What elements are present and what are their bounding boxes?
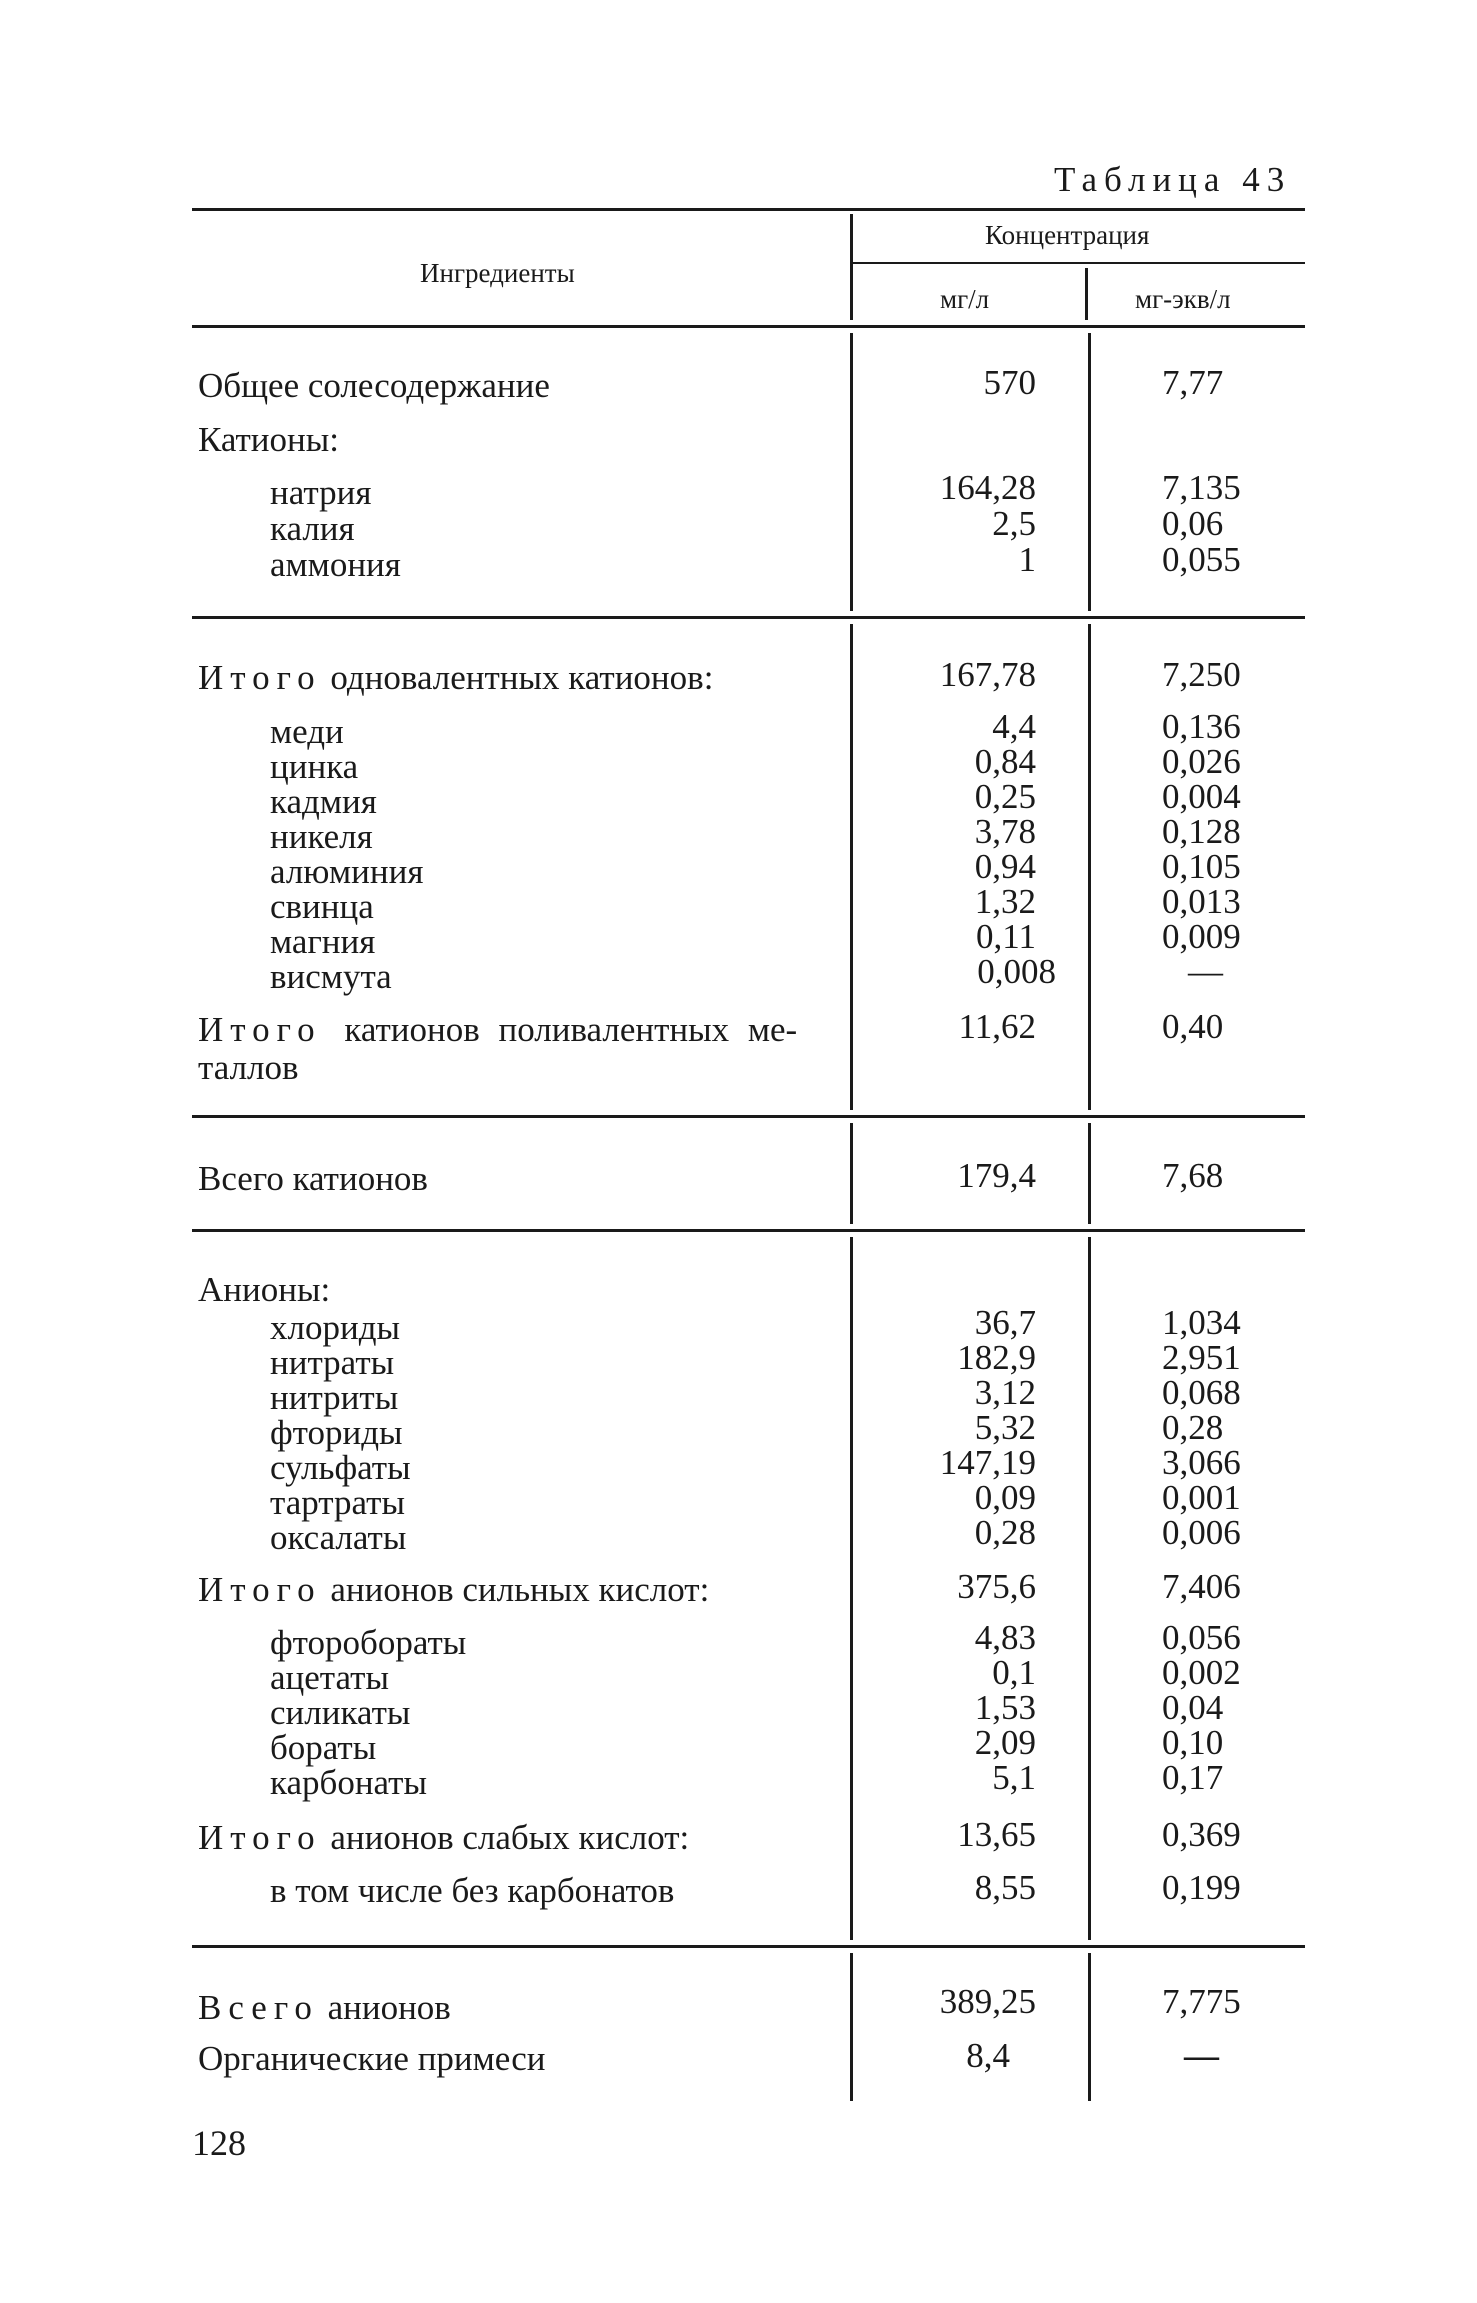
row-oxalates-mg: 0,28 bbox=[974, 1513, 1036, 1552]
row-aluminium-mg: 0,94 bbox=[974, 847, 1036, 886]
row-mono-total-prefix: Итого bbox=[198, 658, 322, 697]
header-bottom-rule bbox=[192, 325, 1305, 328]
row-cadmium-eq: 0,004 bbox=[1162, 777, 1241, 816]
row-weak-total-text: анионов слабых кислот: bbox=[321, 1818, 690, 1857]
page-number: 128 bbox=[192, 2123, 246, 2163]
row-lead-name: свинца bbox=[270, 887, 374, 926]
row-mono-total-mg: 167,78 bbox=[939, 655, 1036, 694]
header-ingredients: Ингредиенты bbox=[420, 258, 575, 288]
row-acetates-mg: 0,1 bbox=[992, 1653, 1036, 1692]
header-mg-per-l: мг/л bbox=[940, 284, 990, 314]
row-bismuth-eq: — bbox=[1188, 952, 1223, 991]
column-rule-2-seg3 bbox=[1088, 1123, 1091, 1224]
column-rule-1-seg3 bbox=[850, 1123, 853, 1224]
row-bismuth-name: висмута bbox=[270, 957, 392, 996]
row-organic-name: Органические примеси bbox=[198, 2039, 546, 2078]
row-magnesium-eq: 0,009 bbox=[1162, 917, 1241, 956]
row-chlorides-eq: 1,034 bbox=[1162, 1303, 1241, 1342]
row-organic-eq: — bbox=[1184, 2036, 1219, 2075]
row-silicates-mg: 1,53 bbox=[974, 1688, 1036, 1727]
row-fluorides-mg: 5,32 bbox=[974, 1408, 1036, 1447]
row-borates-mg: 2,09 bbox=[974, 1723, 1036, 1762]
row-magnesium-mg: 0,11 bbox=[976, 917, 1036, 956]
row-copper-eq: 0,136 bbox=[1162, 707, 1241, 746]
row-strong-total-name bbox=[198, 1572, 709, 1607]
row-acetates-eq: 0,002 bbox=[1162, 1653, 1241, 1692]
row-potassium-name: калия bbox=[270, 509, 355, 548]
row-nitrates-mg: 182,9 bbox=[957, 1338, 1036, 1377]
column-rule-1-seg5 bbox=[850, 1953, 853, 2101]
row-total-salt-mg: 570 bbox=[983, 363, 1036, 402]
row-strong-total-text: анионов сильных кислот: bbox=[321, 1570, 710, 1609]
row-all-anions-prefix: Всего bbox=[198, 1988, 319, 2027]
row-cadmium-mg: 0,25 bbox=[974, 777, 1036, 816]
row-weak-total-prefix: Итого bbox=[198, 1818, 322, 1857]
table-label: Таблица 43 bbox=[1054, 160, 1292, 199]
row-sodium-eq: 7,135 bbox=[1162, 468, 1241, 507]
column-rule-1-seg4 bbox=[850, 1237, 853, 1940]
row-mono-total-name bbox=[198, 660, 713, 695]
row-poly-total-mg: 11,62 bbox=[958, 1007, 1036, 1046]
row-borates-eq: 0,10 bbox=[1162, 1723, 1224, 1762]
row-all-cations-name: Всего катионов bbox=[198, 1159, 428, 1198]
header-sub-rule bbox=[850, 262, 1305, 264]
row-all-anions-eq: 7,775 bbox=[1162, 1982, 1241, 2021]
anions-label: Анионы: bbox=[198, 1270, 331, 1309]
row-weak-total-mg: 13,65 bbox=[957, 1815, 1036, 1854]
row-zinc-name: цинка bbox=[270, 747, 359, 786]
section-rule-4 bbox=[192, 1945, 1305, 1948]
row-aluminium-name: алюминия bbox=[270, 852, 424, 891]
row-potassium-eq: 0,06 bbox=[1162, 504, 1224, 543]
table-top-rule bbox=[192, 208, 1305, 211]
row-bismuth-mg: 0,008 bbox=[977, 952, 1056, 991]
row-carbonates-name: карбонаты bbox=[270, 1763, 427, 1802]
row-sulfates-mg: 147,19 bbox=[939, 1443, 1036, 1482]
header-concentration: Концентрация bbox=[985, 220, 1150, 250]
row-without-carbonates-eq: 0,199 bbox=[1162, 1868, 1241, 1907]
column-rule-2-seg2 bbox=[1088, 624, 1091, 1110]
row-silicates-eq: 0,04 bbox=[1162, 1688, 1224, 1727]
column-rule-1-header bbox=[850, 214, 853, 320]
row-poly-total-line1 bbox=[198, 1012, 797, 1047]
row-mono-total-text: одновалентных катионов: bbox=[321, 658, 714, 697]
row-silicates-name: силикаты bbox=[270, 1693, 411, 1732]
row-nickel-mg: 3,78 bbox=[974, 812, 1036, 851]
row-ammonium-mg: 1 bbox=[1018, 540, 1036, 579]
column-rule-1-seg1 bbox=[850, 333, 853, 611]
row-zinc-mg: 0,84 bbox=[974, 742, 1036, 781]
row-sodium-name: натрия bbox=[270, 473, 372, 512]
row-nickel-eq: 0,128 bbox=[1162, 812, 1241, 851]
row-lead-mg: 1,32 bbox=[974, 882, 1036, 921]
row-all-anions-mg: 389,25 bbox=[939, 1982, 1036, 2021]
section-rule-3 bbox=[192, 1229, 1305, 1232]
row-fluoroborates-mg: 4,83 bbox=[974, 1618, 1036, 1657]
row-cadmium-name: кадмия bbox=[270, 782, 377, 821]
row-without-carbonates-name: в том числе без карбонатов bbox=[270, 1871, 675, 1910]
row-chlorides-name: хлориды bbox=[270, 1308, 401, 1347]
row-weak-total-name bbox=[198, 1820, 689, 1855]
row-weak-total-eq: 0,369 bbox=[1162, 1815, 1241, 1854]
row-nitrates-name: нитраты bbox=[270, 1343, 395, 1382]
row-nitrites-eq: 0,068 bbox=[1162, 1373, 1241, 1412]
row-copper-name: меди bbox=[270, 712, 344, 751]
row-tartrates-mg: 0,09 bbox=[974, 1478, 1036, 1517]
row-ammonium-eq: 0,055 bbox=[1162, 540, 1241, 579]
row-strong-total-prefix: Итого bbox=[198, 1570, 322, 1609]
row-all-cations-mg: 179,4 bbox=[957, 1156, 1036, 1195]
row-poly-total-text: катионов поливалентных ме- bbox=[344, 1010, 798, 1049]
section-rule-1 bbox=[192, 616, 1305, 619]
column-rule-2-header bbox=[1085, 268, 1088, 320]
row-tartrates-name: тартраты bbox=[270, 1483, 405, 1522]
header-mg-eq-per-l: мг-экв/л bbox=[1135, 284, 1231, 314]
row-strong-total-mg: 375,6 bbox=[957, 1567, 1036, 1606]
row-all-anions-name bbox=[198, 1990, 451, 2025]
row-fluoroborates-eq: 0,056 bbox=[1162, 1618, 1241, 1657]
row-chlorides-mg: 36,7 bbox=[974, 1303, 1036, 1342]
column-rule-2-seg1 bbox=[1088, 333, 1091, 611]
row-poly-total-eq: 0,40 bbox=[1162, 1007, 1224, 1046]
row-carbonates-eq: 0,17 bbox=[1162, 1758, 1224, 1797]
row-total-salt-eq: 7,77 bbox=[1162, 363, 1224, 402]
cations-label: Катионы: bbox=[198, 420, 340, 459]
row-total-salt-name: Общее солесодержание bbox=[198, 366, 550, 405]
row-nitrates-eq: 2,951 bbox=[1162, 1338, 1241, 1377]
column-rule-1-seg2 bbox=[850, 624, 853, 1110]
row-acetates-name: ацетаты bbox=[270, 1658, 389, 1697]
row-zinc-eq: 0,026 bbox=[1162, 742, 1241, 781]
row-sulfates-eq: 3,066 bbox=[1162, 1443, 1241, 1482]
row-borates-name: бораты bbox=[270, 1728, 377, 1767]
row-sulfates-name: сульфаты bbox=[270, 1448, 411, 1487]
row-nitrites-mg: 3,12 bbox=[974, 1373, 1036, 1412]
column-rule-2-seg5 bbox=[1088, 1953, 1091, 2101]
row-poly-total-prefix: Итого bbox=[198, 1010, 322, 1049]
row-lead-eq: 0,013 bbox=[1162, 882, 1241, 921]
row-fluoroborates-name: фторобораты bbox=[270, 1623, 467, 1662]
row-poly-total-line2: таллов bbox=[198, 1048, 299, 1087]
row-carbonates-mg: 5,1 bbox=[992, 1758, 1036, 1797]
row-organic-mg: 8,4 bbox=[966, 2036, 1010, 2075]
row-potassium-mg: 2,5 bbox=[992, 504, 1036, 543]
row-nickel-name: никеля bbox=[270, 817, 373, 856]
section-rule-2 bbox=[192, 1115, 1305, 1118]
row-mono-total-eq: 7,250 bbox=[1162, 655, 1241, 694]
row-tartrates-eq: 0,001 bbox=[1162, 1478, 1241, 1517]
row-fluorides-eq: 0,28 bbox=[1162, 1408, 1224, 1447]
row-sodium-mg: 164,28 bbox=[939, 468, 1036, 507]
row-nitrites-name: нитриты bbox=[270, 1378, 399, 1417]
row-all-anions-text: анионов bbox=[318, 1988, 451, 2027]
column-rule-2-seg4 bbox=[1088, 1237, 1091, 1940]
row-copper-mg: 4,4 bbox=[992, 707, 1036, 746]
row-oxalates-eq: 0,006 bbox=[1162, 1513, 1241, 1552]
row-strong-total-eq: 7,406 bbox=[1162, 1567, 1241, 1606]
row-all-cations-eq: 7,68 bbox=[1162, 1156, 1224, 1195]
row-fluorides-name: фториды bbox=[270, 1413, 403, 1452]
row-magnesium-name: магния bbox=[270, 922, 376, 961]
row-oxalates-name: оксалаты bbox=[270, 1518, 407, 1557]
row-aluminium-eq: 0,105 bbox=[1162, 847, 1241, 886]
row-without-carbonates-mg: 8,55 bbox=[974, 1868, 1036, 1907]
row-ammonium-name: аммония bbox=[270, 545, 401, 584]
